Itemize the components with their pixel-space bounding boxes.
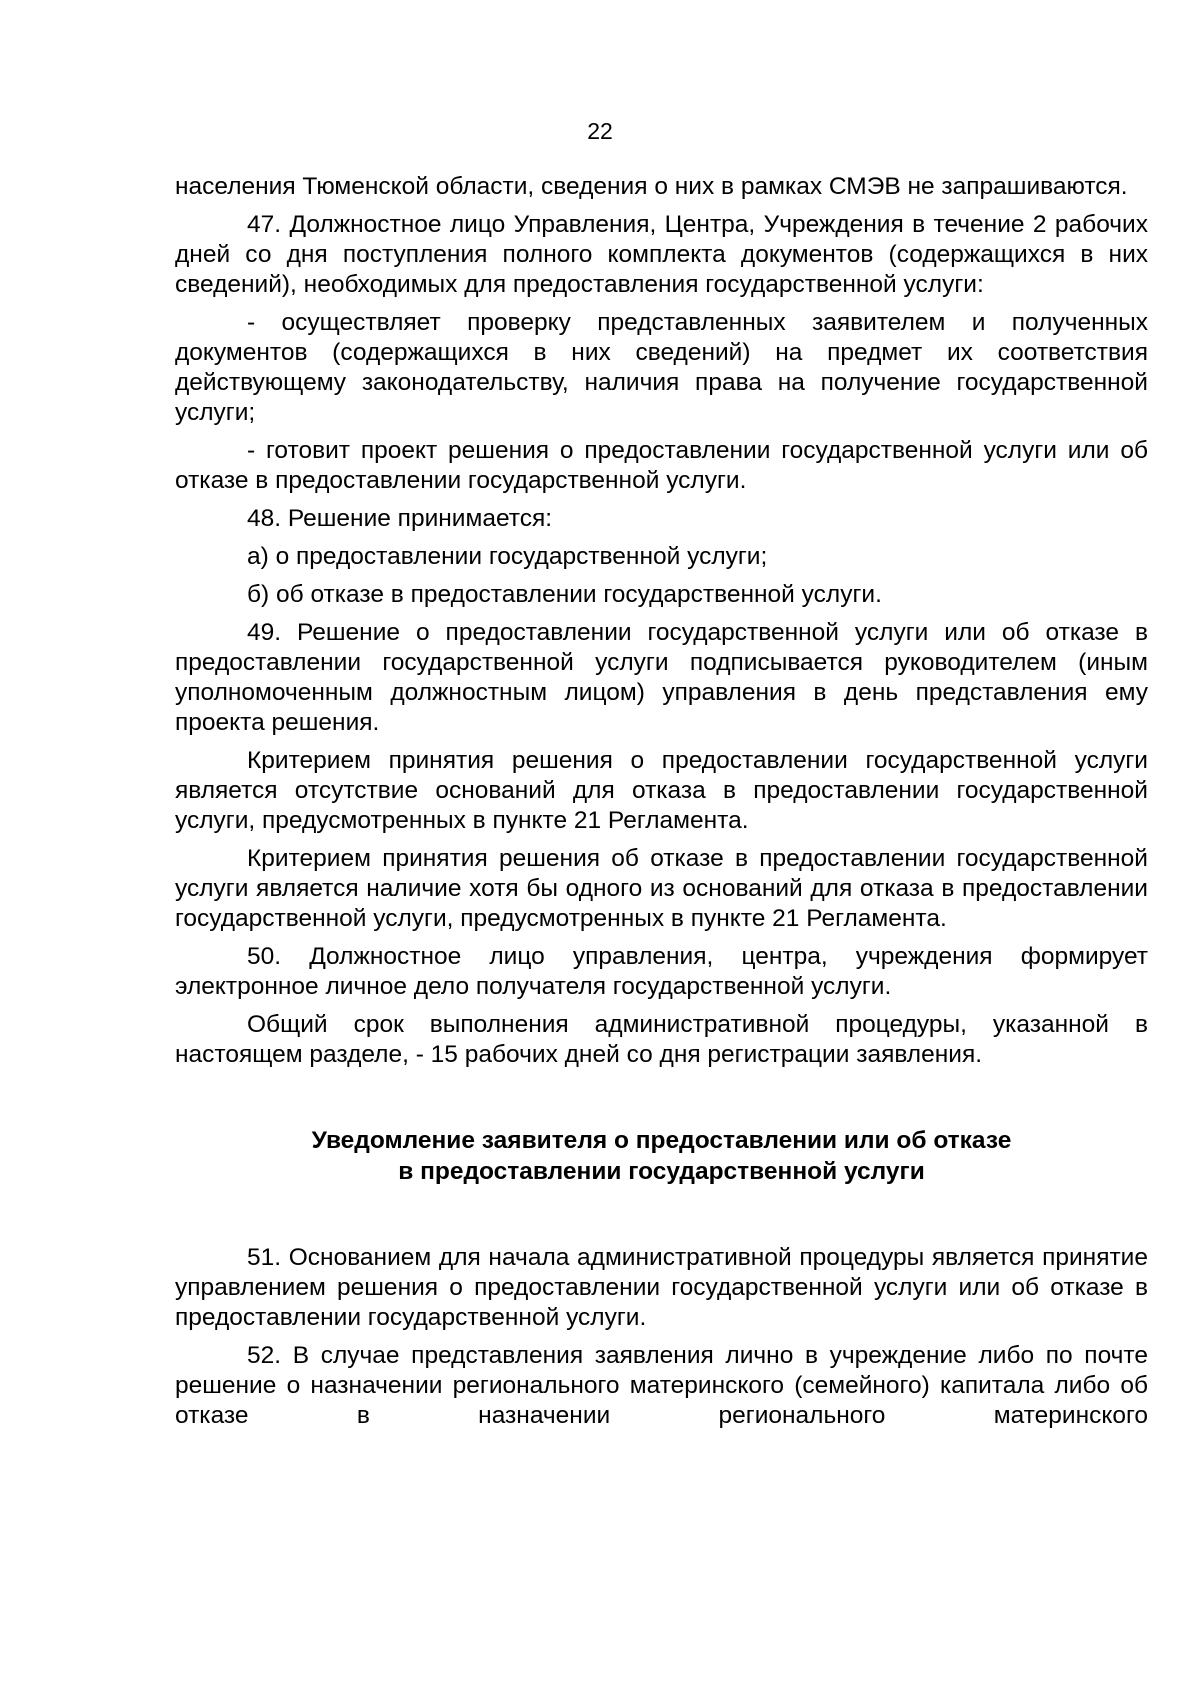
paragraph-48-item-b: б) об отказе в предоставлении государственной услуги. — [247, 581, 882, 608]
paragraph: населения Тюменской области, сведения о них в рамках СМЭВ не запрашиваются. — [175, 173, 1128, 200]
section-heading-line-1: Уведомление заявителя о предоставлении или об отказе — [311, 1127, 1012, 1154]
paragraph-47-item-draft: - готовит проект решения о предоставлении государственной услуги или об отказе в предоставлении государственной услуги. — [175, 437, 1148, 494]
section-heading — [175, 1125, 1148, 1187]
paragraph-52: 52. В случае представления заявления лично в учреждение либо по почте решение о назначении регионального материнского (семейного) капитала либо об отказе в назначении регионального материнского — [175, 1342, 1148, 1429]
paragraph-47-item-check: - осуществляет проверку представленных заявителем и полученных документов (содержащихся в них сведений) на предмет их соответствия действующему законодательству, наличия права на получение государственной услуги; — [175, 309, 1148, 426]
paragraph-criterion-refusal: Критерием принятия решения об отказе в предоставлении государственной услуги является наличие хотя бы одного из оснований для отказа в предоставлении государственной услуги, предусмотренных в пункте 21 Регламента. — [175, 845, 1148, 932]
paragraph-47: 47. Должностное лицо Управления, Центра, Учреждения в течение 2 рабочих дней со дня поступления полного комплекта документов (содержащихся в них сведений), необходимых для предоставления государственной услуги: — [175, 211, 1148, 298]
paragraph-criterion-grant: Критерием принятия решения о предоставлении государственной услуги является отсутствие оснований для отказа в предоставлении государственной услуги, предусмотренных в пункте 21 Регламента. — [175, 747, 1148, 834]
paragraph-49: 49. Решение о предоставлении государственной услуги или об отказе в предоставлении государственной услуги подписывается руководителем (иным уполномоченным должностным лицом) управления в день представления ему проекта решения. — [175, 619, 1148, 736]
page-number: 22 — [587, 118, 613, 144]
paragraph-51: 51. Основанием для начала административной процедуры является принятие управлением решения о предоставлении государственной услуги или об отказе в предоставлении государственной услуги. — [175, 1244, 1148, 1331]
paragraph-48: 48. Решение принимается: — [247, 505, 553, 532]
paragraph-50: 50. Должностное лицо управления, центра, учреждения формирует электронное личное дело получателя государственной услуги. — [175, 943, 1148, 1000]
paragraph-48-item-a: а) о предоставлении государственной услуги; — [247, 543, 768, 570]
document-body — [175, 172, 1148, 1439]
paragraph-total-term: Общий срок выполнения административной процедуры, указанной в настоящем разделе, - 15 рабочих дней со дня регистрации заявления. — [175, 1011, 1148, 1068]
section-heading-line-2: в предоставлении государственной услуги — [398, 1158, 925, 1185]
